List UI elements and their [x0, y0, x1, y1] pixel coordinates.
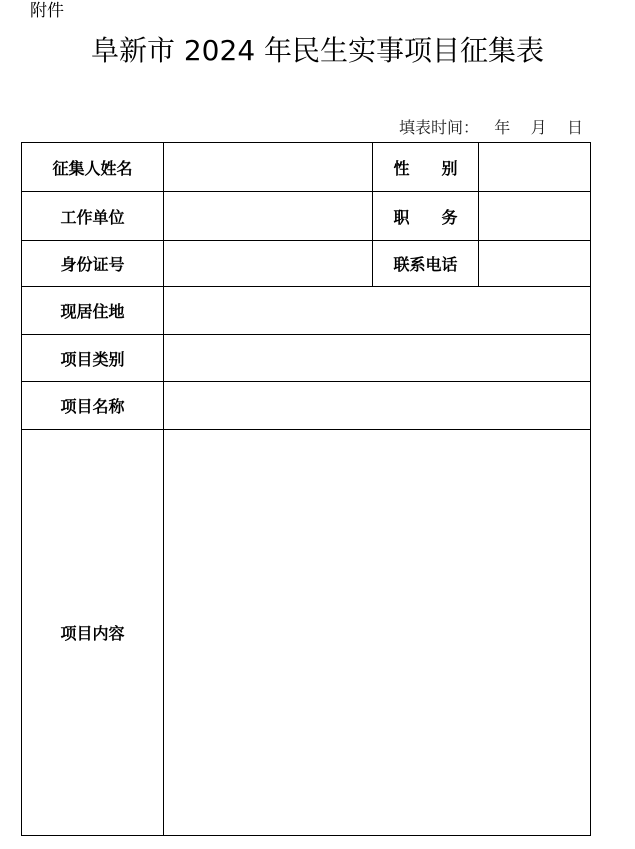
project-name-label: 项目名称	[22, 382, 164, 430]
id-label: 身份证号	[22, 241, 164, 287]
project-name-field[interactable]	[164, 382, 591, 430]
category-label: 项目类别	[22, 335, 164, 382]
fill-date-label: 填表时间：	[398, 118, 479, 137]
content-field[interactable]	[164, 430, 591, 836]
form-row-name	[22, 143, 591, 192]
employer-field[interactable]	[164, 192, 373, 241]
collection-form-table	[21, 142, 591, 836]
gender-field[interactable]	[479, 143, 591, 192]
attachment-label: 附件	[30, 1, 64, 21]
name-label: 征集人姓名	[22, 143, 164, 192]
fill-date-year: 年	[494, 118, 511, 137]
gender-label: 性 别	[373, 143, 479, 192]
form-row-content	[22, 430, 591, 836]
position-field[interactable]	[479, 192, 591, 241]
phone-label: 联系电话	[373, 241, 479, 287]
id-field[interactable]	[164, 241, 373, 287]
form-row-employer	[22, 192, 591, 241]
fill-date	[399, 117, 583, 139]
address-label: 现居住地	[22, 287, 164, 335]
form-row-category	[22, 335, 591, 382]
page-title: 阜新市 2024 年民生实事项目征集表	[90, 34, 545, 67]
form-row-project-name	[22, 382, 591, 430]
phone-field[interactable]	[479, 241, 591, 287]
employer-label: 工作单位	[22, 192, 164, 241]
address-field[interactable]	[164, 287, 591, 335]
fill-date-month: 月	[530, 118, 547, 137]
name-field[interactable]	[164, 143, 373, 192]
form-row-address	[22, 287, 591, 335]
fill-date-day: 日	[566, 118, 583, 137]
position-label: 职 务	[373, 192, 479, 241]
form-row-id	[22, 241, 591, 287]
content-label: 项目内容	[22, 430, 164, 836]
category-field[interactable]	[164, 335, 591, 382]
